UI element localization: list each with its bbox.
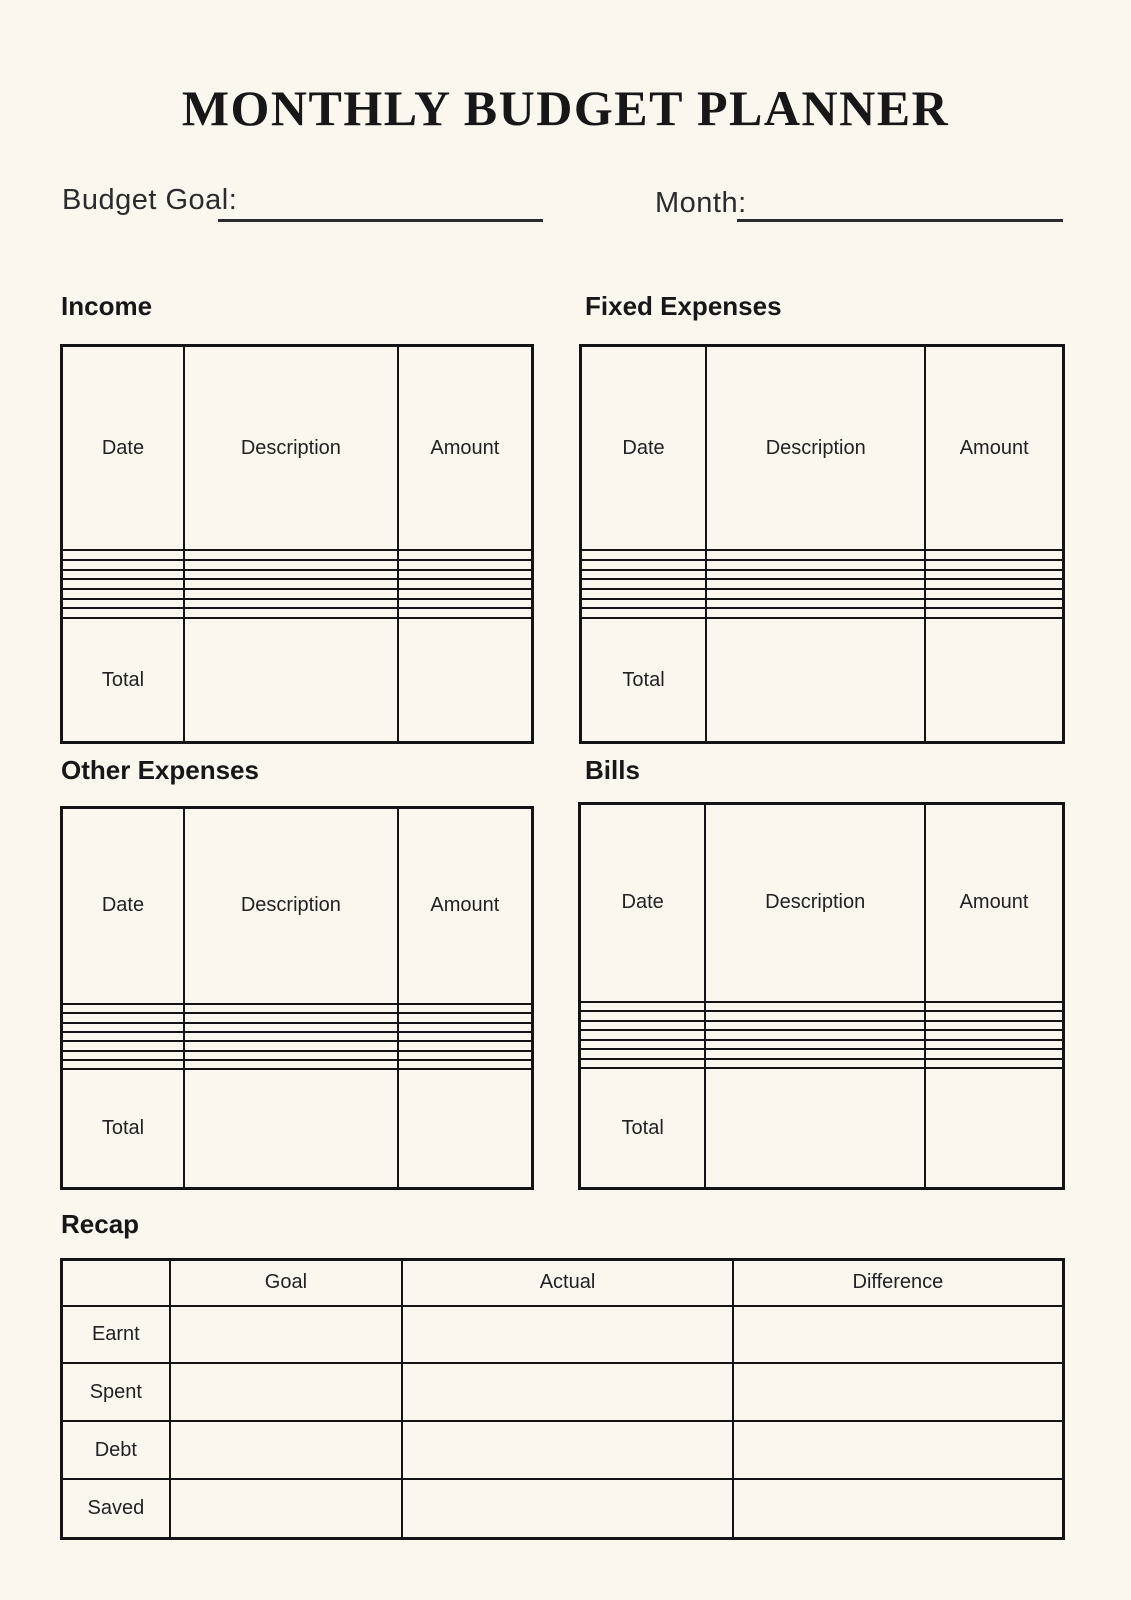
- empty-cell: [705, 1049, 925, 1058]
- empty-cell: [398, 560, 533, 570]
- recap-row-saved: [62, 1479, 1064, 1538]
- fixed-expenses-table: [579, 344, 1065, 744]
- table-row: [62, 599, 533, 609]
- empty-cell: [62, 1051, 184, 1060]
- empty-cell: [581, 608, 707, 618]
- table-row: [62, 1051, 533, 1060]
- table-row: [62, 579, 533, 589]
- empty-cell: [184, 1023, 398, 1032]
- empty-cell: [925, 1002, 1063, 1011]
- empty-cell: [705, 1021, 925, 1030]
- empty-cell: [733, 1306, 1064, 1364]
- empty-cell: [184, 550, 398, 560]
- empty-cell: [62, 1013, 184, 1022]
- empty-cell: [62, 1004, 184, 1013]
- column-header-amount: Amount: [925, 804, 1063, 1002]
- empty-cell: [62, 1041, 184, 1050]
- empty-cell: [62, 589, 184, 599]
- table-row: [62, 1013, 533, 1022]
- empty-cell: [170, 1479, 402, 1538]
- empty-cell: [62, 570, 184, 580]
- empty-cell: [581, 579, 707, 589]
- other-expenses-table: [60, 806, 534, 1190]
- empty-cell: [925, 599, 1063, 609]
- empty-cell: [398, 1004, 533, 1013]
- total-row: [62, 1069, 533, 1188]
- total-label: Total: [580, 1068, 706, 1188]
- budget-goal-label: Budget Goal:: [62, 184, 238, 216]
- empty-cell: [706, 560, 925, 570]
- empty-cell: [580, 1021, 706, 1030]
- empty-cell: [706, 550, 925, 560]
- empty-cell: [925, 550, 1063, 560]
- empty-cell: [925, 618, 1063, 742]
- empty-cell: [925, 608, 1063, 618]
- empty-cell: [581, 550, 707, 560]
- empty-cell: [580, 1002, 706, 1011]
- empty-cell: [706, 570, 925, 580]
- empty-cell: [170, 1363, 402, 1421]
- empty-cell: [184, 599, 398, 609]
- empty-cell: [184, 1004, 398, 1013]
- table-row: [581, 608, 1064, 618]
- empty-cell: [62, 1023, 184, 1032]
- page-title: MONTHLY BUDGET PLANNER: [181, 80, 950, 136]
- table-row: [580, 1049, 1064, 1058]
- table-row: [580, 1011, 1064, 1020]
- recap-table: [60, 1258, 1065, 1540]
- column-header-goal: Goal: [170, 1260, 402, 1306]
- empty-cell: [705, 1040, 925, 1049]
- table-row: [62, 589, 533, 599]
- empty-cell: [580, 1030, 706, 1039]
- table-row: [580, 1021, 1064, 1030]
- column-header-date: Date: [580, 804, 706, 1002]
- row-label-debt: Debt: [62, 1421, 170, 1479]
- empty-cell: [733, 1421, 1064, 1479]
- recap-heading: Recap: [61, 1209, 140, 1239]
- table-row: [62, 608, 533, 618]
- empty-cell: [398, 1069, 533, 1188]
- table-header-row: [581, 346, 1064, 551]
- table-header-row: [580, 804, 1064, 1002]
- table-row: [580, 1030, 1064, 1039]
- empty-cell: [398, 1032, 533, 1041]
- empty-cell: [581, 589, 707, 599]
- table-row: [581, 579, 1064, 589]
- table-header-row: [62, 346, 533, 551]
- table-row: [62, 560, 533, 570]
- column-header-date: Date: [581, 346, 707, 551]
- empty-cell: [398, 589, 533, 599]
- income-table: [60, 344, 534, 744]
- empty-cell: [184, 618, 398, 742]
- empty-cell: [580, 1040, 706, 1049]
- empty-cell: [925, 570, 1063, 580]
- column-header-actual: Actual: [402, 1260, 733, 1306]
- month-field[interactable]: [737, 219, 1063, 222]
- empty-cell: [398, 599, 533, 609]
- empty-cell: [398, 579, 533, 589]
- column-header-amount: Amount: [925, 346, 1063, 551]
- empty-cell: [398, 1023, 533, 1032]
- empty-cell: [62, 1032, 184, 1041]
- empty-cell: [170, 1421, 402, 1479]
- empty-cell: [184, 570, 398, 580]
- empty-cell: [925, 1021, 1063, 1030]
- empty-cell: [580, 1049, 706, 1058]
- empty-cell: [925, 579, 1063, 589]
- table-row: [62, 1060, 533, 1069]
- empty-cell: [706, 618, 925, 742]
- empty-cell: [402, 1421, 733, 1479]
- table-row: [62, 550, 533, 560]
- table-row: [581, 570, 1064, 580]
- empty-cell: [398, 550, 533, 560]
- row-label-earnt: Earnt: [62, 1306, 170, 1364]
- table-row: [581, 560, 1064, 570]
- empty-cell: [402, 1479, 733, 1538]
- total-row: [580, 1068, 1064, 1188]
- empty-cell: [398, 1013, 533, 1022]
- empty-cell: [925, 1068, 1063, 1188]
- empty-cell: [184, 1013, 398, 1022]
- table-row: [62, 1023, 533, 1032]
- recap-row-spent: [62, 1363, 1064, 1421]
- total-label: Total: [62, 618, 184, 742]
- empty-cell: [402, 1306, 733, 1364]
- empty-cell: [170, 1306, 402, 1364]
- total-label: Total: [581, 618, 707, 742]
- empty-cell: [706, 599, 925, 609]
- empty-cell: [925, 1059, 1063, 1069]
- empty-cell: [184, 608, 398, 618]
- empty-cell: [398, 570, 533, 580]
- empty-cell: [733, 1479, 1064, 1538]
- empty-cell: [705, 1059, 925, 1069]
- income-heading: Income: [61, 291, 153, 321]
- column-header-description: Description: [706, 346, 925, 551]
- month-label: Month:: [655, 187, 747, 219]
- row-label-spent: Spent: [62, 1363, 170, 1421]
- empty-cell: [184, 589, 398, 599]
- empty-cell: [581, 570, 707, 580]
- empty-cell: [925, 1030, 1063, 1039]
- empty-cell: [580, 1011, 706, 1020]
- table-row: [580, 1059, 1064, 1069]
- budget-goal-field[interactable]: [218, 219, 543, 222]
- bills-heading: Bills: [585, 755, 640, 785]
- empty-cell: [925, 1040, 1063, 1049]
- table-row: [62, 570, 533, 580]
- empty-cell: [733, 1363, 1064, 1421]
- empty-cell: [184, 1069, 398, 1188]
- empty-cell: [925, 1049, 1063, 1058]
- recap-row-debt: [62, 1421, 1064, 1479]
- row-label-saved: Saved: [62, 1479, 170, 1538]
- table-row: [581, 599, 1064, 609]
- total-row: [581, 618, 1064, 742]
- fixed-expenses-heading: Fixed Expenses: [585, 291, 782, 321]
- table-row: [581, 550, 1064, 560]
- empty-cell: [62, 599, 184, 609]
- empty-cell: [581, 599, 707, 609]
- empty-cell: [184, 560, 398, 570]
- column-header-description: Description: [184, 808, 398, 1004]
- column-header-date: Date: [62, 808, 184, 1004]
- column-header-amount: Amount: [398, 346, 533, 551]
- empty-cell: [705, 1030, 925, 1039]
- empty-cell: [184, 1060, 398, 1069]
- empty-cell: [184, 1051, 398, 1060]
- column-header-description: Description: [705, 804, 925, 1002]
- empty-cell: [398, 1041, 533, 1050]
- empty-cell: [402, 1363, 733, 1421]
- empty-cell: [580, 1059, 706, 1069]
- bills-table: [578, 802, 1065, 1190]
- empty-cell: [706, 608, 925, 618]
- empty-cell: [398, 1051, 533, 1060]
- empty-cell: [184, 1041, 398, 1050]
- empty-cell: [398, 1060, 533, 1069]
- empty-cell: [62, 1060, 184, 1069]
- table-row: [580, 1040, 1064, 1049]
- column-header-difference: Difference: [733, 1260, 1064, 1306]
- table-row: [62, 1041, 533, 1050]
- empty-cell: [705, 1011, 925, 1020]
- table-row: [62, 1032, 533, 1041]
- recap-row-earnt: [62, 1306, 1064, 1364]
- empty-cell: [62, 579, 184, 589]
- empty-cell: [925, 1011, 1063, 1020]
- empty-cell: [705, 1068, 925, 1188]
- empty-cell: [581, 560, 707, 570]
- empty-cell: [925, 560, 1063, 570]
- column-header-date: Date: [62, 346, 184, 551]
- recap-corner-cell: [62, 1260, 170, 1306]
- table-header-row: [62, 808, 533, 1004]
- empty-cell: [62, 608, 184, 618]
- table-row: [580, 1002, 1064, 1011]
- empty-cell: [184, 1032, 398, 1041]
- empty-cell: [62, 560, 184, 570]
- table-header-row: [62, 1260, 1064, 1306]
- column-header-description: Description: [184, 346, 398, 551]
- empty-cell: [706, 589, 925, 599]
- empty-cell: [184, 579, 398, 589]
- table-row: [581, 589, 1064, 599]
- table-row: [62, 1004, 533, 1013]
- total-row: [62, 618, 533, 742]
- total-label: Total: [62, 1069, 184, 1188]
- empty-cell: [705, 1002, 925, 1011]
- empty-cell: [706, 579, 925, 589]
- empty-cell: [398, 618, 533, 742]
- empty-cell: [925, 589, 1063, 599]
- empty-cell: [62, 550, 184, 560]
- other-expenses-heading: Other Expenses: [61, 755, 259, 785]
- column-header-amount: Amount: [398, 808, 533, 1004]
- empty-cell: [398, 608, 533, 618]
